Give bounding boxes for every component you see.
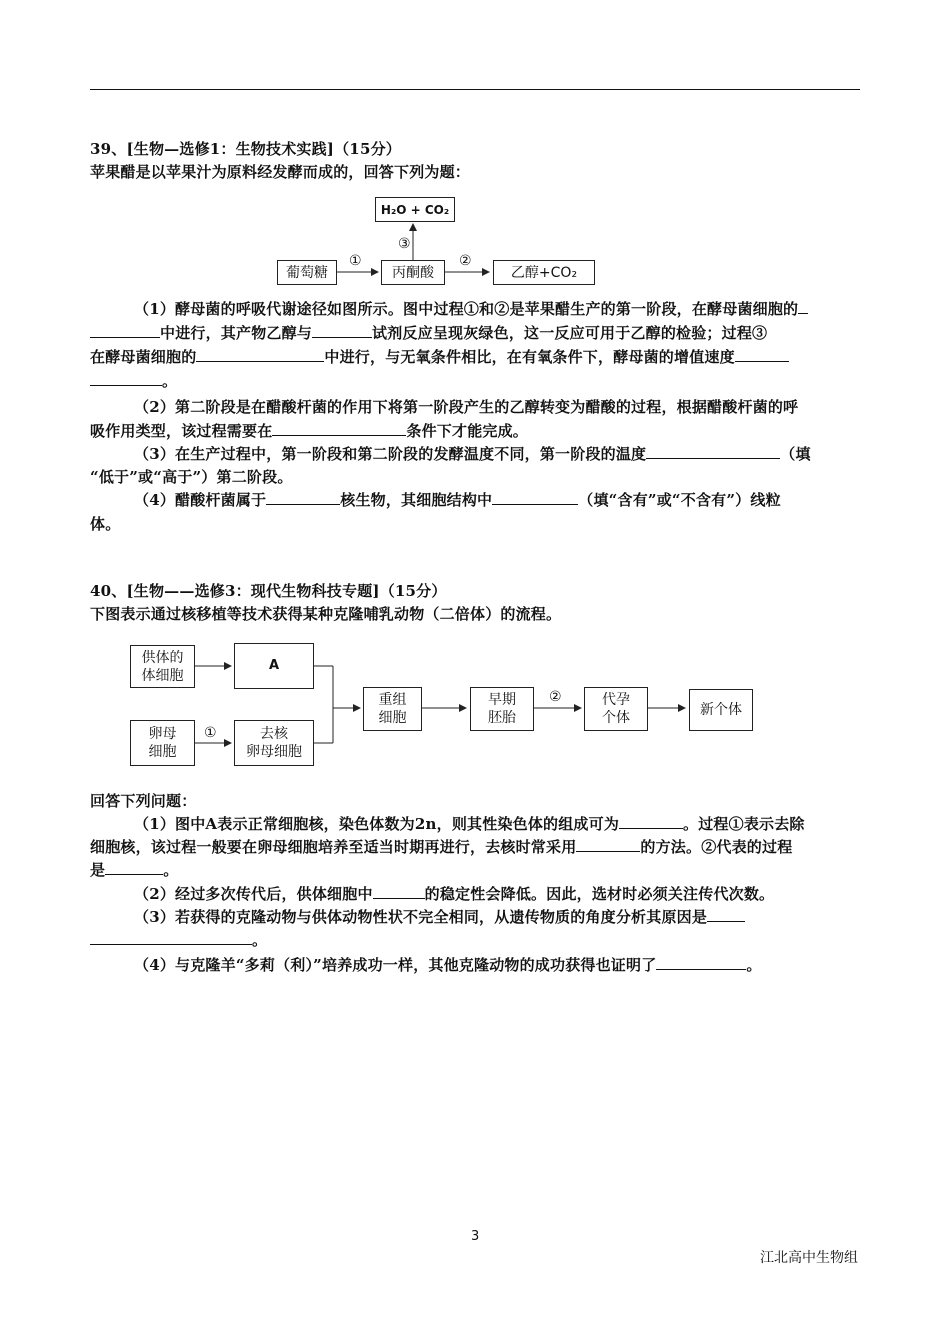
q40-step-1-label: ① <box>204 725 217 741</box>
q40-title: 40、[生物——选修3：现代生物科技专题]（15分） <box>90 582 447 600</box>
blank[interactable] <box>576 837 640 852</box>
q39-p3-line2: “低于”或“高于”）第二阶段。 <box>90 468 293 486</box>
q39-step-1-label: ① <box>349 253 362 269</box>
q40-p1-line3: 是 。 <box>90 861 179 879</box>
q40-intro: 下图表示通过核移植等技术获得某种克隆哺乳动物（二倍体）的流程。 <box>90 605 562 623</box>
q40-box-surrogate: 代孕 个体 <box>584 687 648 731</box>
blank[interactable] <box>266 490 340 505</box>
q40-p2: （2）经过多次传代后，供体细胞中 的稳定性会降低。因此，选材时必须关注传代次数。 <box>134 885 775 903</box>
q40-step-2-label: ② <box>549 689 562 705</box>
q40-p3-line2: 。 <box>90 929 267 951</box>
q39-p2-line1: （2）第二阶段是在醋酸杆菌的作用下将第一阶段产生的乙醇转变为醋酸的过程，根据醋酸杆菌的呼 <box>134 398 799 416</box>
q40-answer-intro: 回答下列问题： <box>90 792 197 810</box>
q40-p1-line1: （1）图中A表示正常细胞核，染色体数为2n，则其性染色体的组成可为 。过程①表示去除 <box>134 815 805 833</box>
q40-box-recombined-cell: 重组 细胞 <box>363 687 422 731</box>
q39-box-ethanol: 乙醇+CO₂ <box>493 260 595 285</box>
q39-p1-line2: 中进行，其产物乙醇与 试剂反应呈现灰绿色，这一反应可用于乙醇的检验；过程③ <box>90 322 767 344</box>
blank[interactable] <box>373 884 425 899</box>
blank[interactable] <box>312 323 372 338</box>
q39-intro: 苹果醋是以苹果汁为原料经发酵而成的，回答下列为题： <box>90 163 471 181</box>
blank[interactable] <box>105 860 163 875</box>
blank[interactable] <box>492 490 578 505</box>
q40-p4: （4）与克隆羊“多莉（利）”培养成功一样，其他克隆动物的成功获得也证明了 。 <box>134 956 762 974</box>
blank[interactable] <box>707 907 745 922</box>
blank[interactable] <box>272 421 406 436</box>
footer-org: 江北高中生物组 <box>760 1250 858 1266</box>
blank[interactable] <box>196 347 324 362</box>
q39-p1-line3: 在酵母菌细胞的 中进行，与无氧条件相比，在有氧条件下，酵母菌的增值速度 <box>90 346 789 368</box>
blank[interactable] <box>90 930 252 945</box>
q39-p2-line2: 吸作用类型，该过程需要在 条件下才能完成。 <box>90 422 529 440</box>
blank[interactable] <box>90 323 160 338</box>
q39-p1-line1: （1）酵母菌的呼吸代谢途径如图所示。图中过程①和②是苹果醋生产的第一阶段，在酵母菌细胞的 <box>134 298 808 320</box>
q40-box-a: A <box>234 643 314 689</box>
q40-box-enucleated-oocyte: 去核 卵母细胞 <box>234 720 314 766</box>
page-number: 3 <box>471 1229 480 1244</box>
blank[interactable] <box>619 814 683 829</box>
q39-box-pyruvate: 丙酮酸 <box>381 260 445 285</box>
q40-p1-line2: 细胞核，该过程一般要在卵母细胞培养至适当时期再进行，去核时常采用 的方法。②代表的过程 <box>90 838 793 856</box>
q39-p4-line2: 体。 <box>90 515 121 533</box>
q40-box-new-individual: 新个体 <box>689 689 753 731</box>
q39-step-2-label: ② <box>459 253 472 269</box>
q39-title: 39、[生物—选修1：生物技术实践]（15分） <box>90 140 401 158</box>
q39-p4-line1: （4）醋酸杆菌属于 核生物，其细胞结构中 （填“含有”或“不含有”）线粒 <box>134 491 781 509</box>
q39-p3-line1: （3）在生产过程中，第一阶段和第二阶段的发酵温度不同，第一阶段的温度 （填 <box>134 445 811 463</box>
blank[interactable] <box>90 371 162 386</box>
blank[interactable] <box>646 444 780 459</box>
q40-box-oocyte: 卵母 细胞 <box>130 720 195 766</box>
blank[interactable] <box>656 955 746 970</box>
q39-box-glucose: 葡萄糖 <box>277 260 337 285</box>
blank[interactable] <box>735 347 789 362</box>
q39-box-h2o-co2: H₂O + CO₂ <box>375 197 455 222</box>
q39-p1-line4: 。 <box>90 370 177 392</box>
q39-step-3-label: ③ <box>398 236 411 252</box>
blank[interactable] <box>798 299 808 314</box>
q40-p3-line1: （3）若获得的克隆动物与供体动物性状不完全相同，从遗传物质的角度分析其原因是 <box>134 906 745 928</box>
q40-box-early-embryo: 早期 胚胎 <box>470 687 534 731</box>
q40-box-donor: 供体的 体细胞 <box>130 645 195 688</box>
